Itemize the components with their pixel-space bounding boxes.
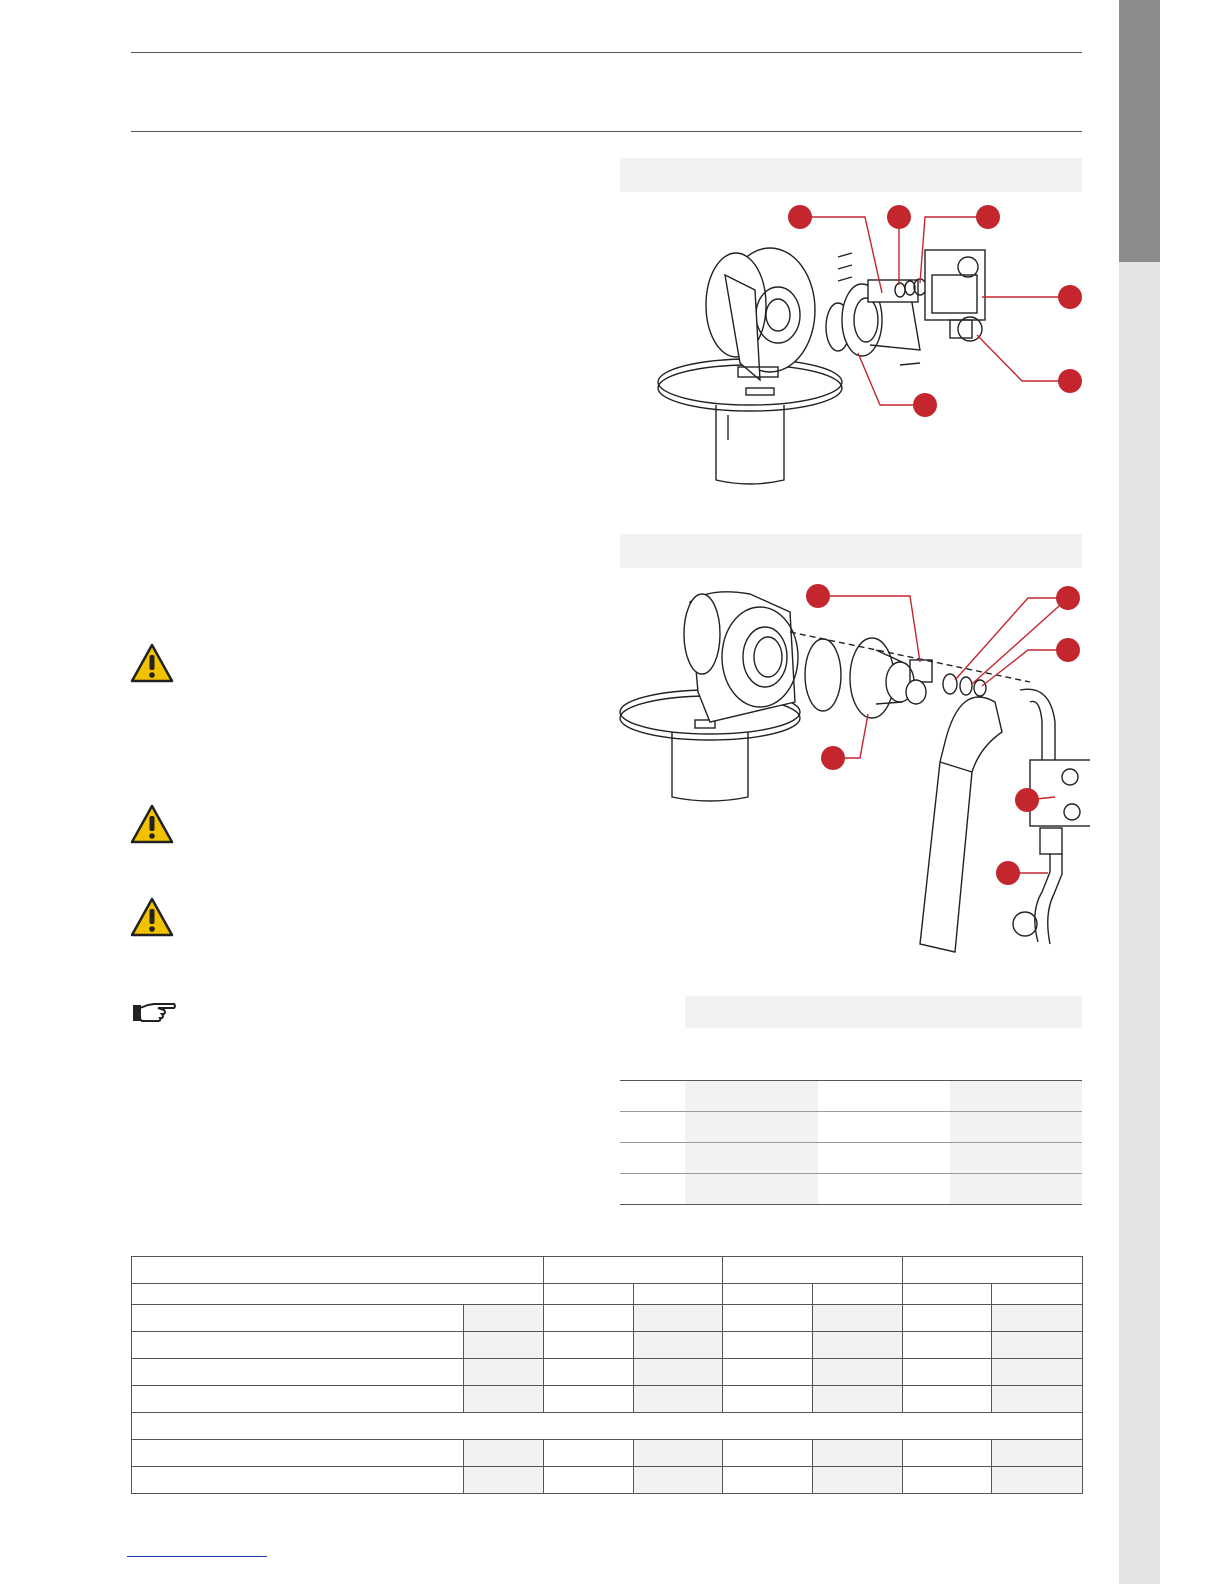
table-row bbox=[132, 1386, 1083, 1413]
figure-1-gas-valve-exploded-view bbox=[620, 195, 1090, 495]
table-row bbox=[132, 1305, 1083, 1332]
table-header-row bbox=[132, 1257, 1083, 1284]
table-row bbox=[132, 1440, 1083, 1467]
side-tab-strip bbox=[1119, 262, 1160, 1584]
header-rule-bottom bbox=[131, 131, 1082, 132]
pointing-hand-icon bbox=[132, 1000, 178, 1024]
table-row bbox=[132, 1332, 1083, 1359]
table-row bbox=[132, 1467, 1083, 1494]
figure-1-caption-bar bbox=[620, 158, 1082, 192]
side-tab-active bbox=[1119, 0, 1160, 262]
table-row bbox=[620, 1174, 1082, 1205]
table-row bbox=[620, 1081, 1082, 1112]
table-row bbox=[620, 1143, 1082, 1174]
table-caption-bar bbox=[685, 996, 1082, 1028]
warning-triangle-icon bbox=[129, 896, 175, 938]
table-row bbox=[620, 1112, 1082, 1143]
figure-2-gas-pipe-exploded-view bbox=[610, 572, 1090, 964]
warning-triangle-icon bbox=[129, 642, 175, 684]
footer-link[interactable] bbox=[127, 1556, 267, 1557]
figure-2-caption-bar bbox=[620, 534, 1082, 568]
table-section-row bbox=[132, 1413, 1083, 1440]
header-rule-top bbox=[131, 52, 1082, 53]
table-row bbox=[132, 1359, 1083, 1386]
table-subheader-row bbox=[132, 1284, 1083, 1305]
gas-settings-table bbox=[620, 1080, 1082, 1205]
warning-triangle-icon bbox=[129, 803, 175, 845]
technical-data-table bbox=[131, 1256, 1083, 1494]
